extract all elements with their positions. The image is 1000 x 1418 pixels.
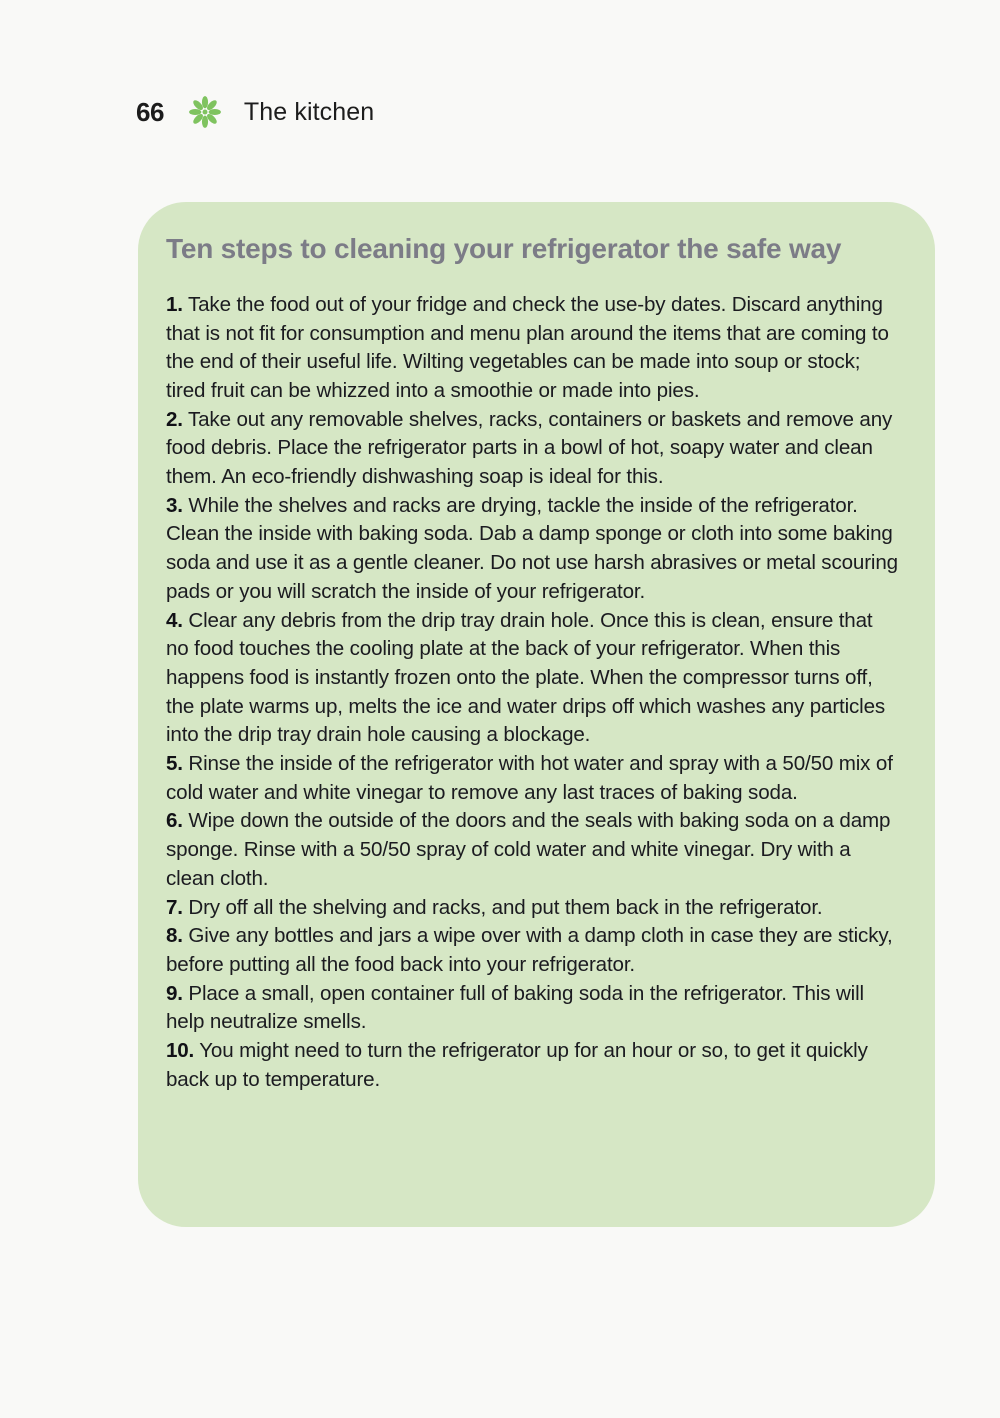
step-number: 8. [166, 924, 183, 948]
list-item [166, 291, 899, 406]
list-item [166, 807, 899, 893]
tip-panel [138, 202, 935, 1227]
list-item [166, 750, 899, 807]
step-text: Take out any removable shelves, racks, containers or baskets and remove any food debris. Place the refrigerator parts in a bowl of hot, soapy water and clean them. An eco-friendly dishwashing soap is ideal for this. [166, 407, 893, 489]
step-text: Clear any debris from the drip tray drain hole. Once this is clean, ensure that no food touches the cooling plate at the back of your refrigerator. When this happens food is instantly frozen onto the plate. When the compressor turns off, the plate warms up, melts the ice and water drips off which washes any particles into the drip tray drain hole causing a blockage. [166, 608, 886, 747]
running-header [136, 88, 374, 136]
step-text: Place a small, open container full of baking soda in the refrigerator. This will help neutralize smells. [166, 981, 864, 1034]
panel-title: Ten steps to cleaning your refrigerator the safe way [166, 233, 842, 264]
section-title: The kitchen [243, 97, 375, 126]
step-number: 1. [166, 292, 183, 316]
list-item [166, 1037, 899, 1094]
flower-icon [188, 95, 222, 129]
step-number: 10. [166, 1039, 195, 1063]
page-number: 66 [136, 97, 164, 127]
step-number: 3. [166, 493, 183, 517]
step-number: 4. [166, 608, 183, 632]
step-number: 6. [166, 809, 183, 833]
step-text: Rinse the inside of the refrigerator with hot water and spray with a 50/50 mix of cold water and white vinegar to remove any last traces of baking soda. [166, 752, 893, 804]
step-number: 7. [166, 895, 183, 919]
list-item [166, 922, 899, 979]
step-text: Dry off all the shelving and racks, and put them back in the refrigerator. [188, 895, 823, 919]
list-item [166, 894, 899, 923]
step-number: 5. [166, 752, 183, 776]
step-text: Wipe down the outside of the doors and the seals with baking soda on a damp sponge. Rinse with a 50/50 spray of cold water and white vinegar. Dry with a clean cloth. [166, 809, 891, 890]
list-item [166, 980, 899, 1037]
step-text: While the shelves and racks are drying, tackle the inside of the refrigerator. Clean the inside with baking soda. Dab a damp sponge or cloth into some baking soda and use it as a gentle cleaner. Do not use harsh abrasives or metal scouring pads or you will scratch the inside of your refrigerator. [166, 493, 898, 603]
list-item [166, 607, 899, 751]
step-number: 2. [166, 407, 183, 431]
list-item [166, 492, 899, 607]
step-text: You might need to turn the refrigerator up for an hour or so, to get it quickly back up to temperature. [166, 1039, 868, 1091]
step-text: Give any bottles and jars a wipe over with a damp cloth in case they are sticky, before putting all the food back into your refrigerator. [166, 924, 893, 976]
list-item [166, 406, 899, 492]
steps-list [166, 291, 899, 1095]
step-text: Take the food out of your fridge and check the use-by dates. Discard anything that is not fit for consumption and menu plan around the items that are coming to the end of their useful life. Wilting vegetables can be made into soup or stock; tired fruit can be whizzed into a smoothie or made into pies. [166, 292, 889, 402]
step-number: 9. [166, 981, 183, 1005]
